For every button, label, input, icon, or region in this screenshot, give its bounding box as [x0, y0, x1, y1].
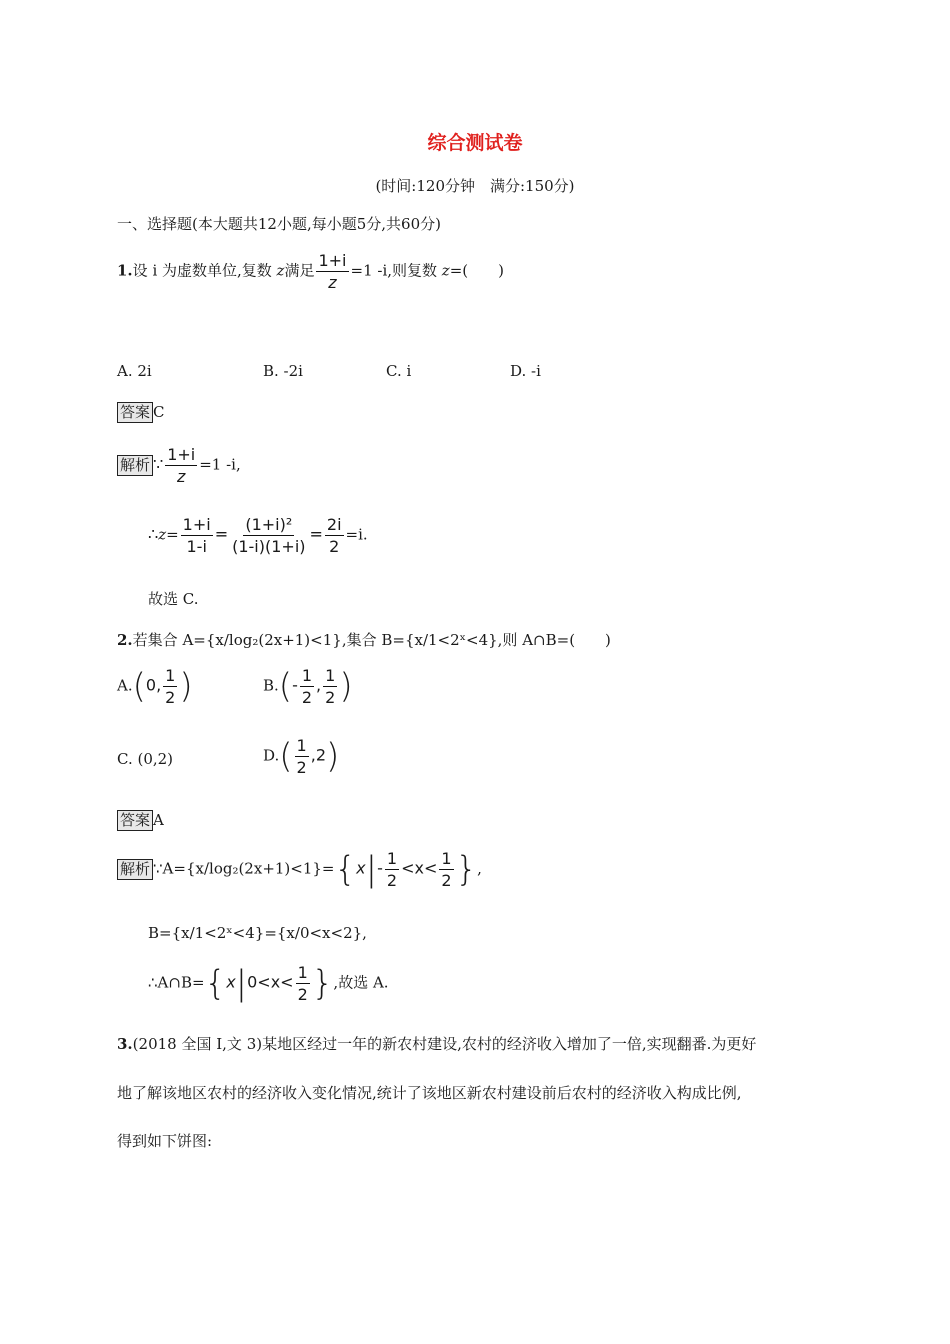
section-heading: 一、选择题(本大题共12小题,每小题5分,共60分)	[117, 215, 441, 233]
frac-numerator: (1+i)²	[245, 515, 293, 534]
set-variable: x	[356, 858, 366, 878]
option-fraction	[300, 665, 314, 708]
frac-denominator: z	[177, 467, 186, 486]
q2-option-a: A.(0, $\frac{1}{2}$ )	[117, 666, 193, 707]
question-number: 2.	[117, 631, 133, 649]
q1-sol-frac1	[181, 514, 213, 557]
analysis-tag: 解析	[117, 859, 153, 880]
minus-sign: -	[292, 675, 298, 695]
frac-numerator: 1	[386, 849, 398, 868]
q3-line3: 得到如下饼图:	[117, 1132, 213, 1150]
frac-numerator: 1	[301, 666, 313, 685]
option-label: B.	[263, 676, 279, 695]
question-1	[117, 250, 504, 293]
frac-denominator: 2	[386, 871, 398, 890]
set-inequality: 0<x<	[247, 972, 294, 992]
q2-answer-row	[117, 810, 164, 831]
q1-answer-row	[117, 402, 165, 423]
set-variable: x	[226, 972, 236, 992]
q2-analysis-row3: ∴A∩B={x|0<x< $\frac{1}{2}$ },故选 A.	[148, 963, 389, 1004]
q1-option-c: C. i	[386, 362, 412, 380]
q1-sol2-z: z=	[158, 525, 179, 544]
q1-z: z	[276, 261, 285, 280]
q1-stem-before: 设 i 为虚数单位,复数	[132, 261, 277, 280]
frac-denominator: 2	[329, 537, 340, 556]
frac-denominator: 2	[296, 758, 307, 777]
frac-numerator: 1	[441, 849, 452, 868]
q1-analysis-row2: ∴z= $\frac{1+i}{1-i}$ = $\frac{\text{(1+i)²}}{(1-i)(1+i)}$ = $\frac{2i}{2}$ =i.	[148, 515, 368, 556]
option-label: A.	[117, 676, 133, 695]
q1-option-a: A. 2i	[117, 362, 152, 380]
frac-denominator: 2	[165, 688, 176, 707]
frac-numerator: 2i	[326, 515, 342, 534]
q2-option-c: C. (0,2)	[117, 750, 174, 768]
q1-sol-frac3	[325, 514, 344, 557]
q1-stem-end: =( )	[449, 261, 504, 280]
frac-denominator: 2	[297, 985, 308, 1004]
q2-sol1-lead: ∵A={x/log₂(2x+1)<1}=	[153, 859, 335, 878]
interval-end: 2	[315, 745, 326, 765]
q1-option-d: D. -i	[510, 362, 541, 380]
q1-stem-mid: 满足	[284, 261, 315, 280]
set-inequality: <x<	[401, 858, 438, 878]
frac-denominator: z	[328, 273, 337, 292]
frac-numerator: 1+i	[167, 445, 196, 464]
frac-numerator: 1	[297, 963, 308, 982]
answer-tag: 答案	[117, 810, 153, 831]
q1-analysis-row1: 解析 ∵ $\frac{1+i}{z}$ =1 -i,	[117, 444, 241, 487]
option-fraction	[323, 665, 337, 708]
frac-denominator: 2	[301, 688, 313, 707]
q3-line1: (2018 全国 Ⅰ,文 3)某地区经过一年的新农村建设,农村的经济收入增加了一倍,实现翻番.为更好	[132, 1035, 757, 1053]
q1-sol-frac2	[230, 514, 307, 557]
q2-analysis-row2: B={x/1<2ˣ<4}={x/0<x<2},	[148, 924, 367, 942]
q2-analysis-row1: 解析 ∵A={x/log₂(2x+1)<1}={x|- $\frac{1}{2}$ <x< $\frac{1}{2}$ },	[117, 848, 482, 891]
question-3	[117, 1033, 756, 1054]
q1-answer: C	[153, 403, 165, 421]
q1-fraction	[316, 250, 348, 293]
set-fraction	[439, 848, 453, 891]
frac-numerator: 1	[325, 666, 336, 685]
interval-start: 0	[145, 675, 157, 695]
page-subtitle: (时间:120分钟 满分:150分)	[375, 177, 575, 195]
q2-sol3-end: ,故选 A.	[333, 973, 389, 992]
option-fraction	[163, 665, 177, 708]
frac-numerator: 1	[165, 666, 176, 685]
frac-numerator: 1+i	[182, 515, 211, 534]
frac-numerator: 1+i	[318, 251, 347, 270]
therefore-symbol: ∴	[148, 524, 159, 544]
option-label: D.	[263, 746, 280, 765]
frac-denominator: 1-i	[186, 537, 207, 556]
frac-numerator: 1	[296, 736, 307, 755]
analysis-tag: 解析	[117, 455, 153, 476]
q1-sol2-end: =i.	[345, 525, 368, 544]
question-number: 1.	[117, 261, 133, 280]
q1-sol1-after: =1 -i,	[199, 455, 241, 474]
question-2	[117, 629, 611, 650]
page-title: 综合测试卷	[427, 132, 523, 154]
q2-sol3-lead: ∴A∩B=	[148, 973, 205, 992]
answer-tag: 答案	[117, 402, 153, 423]
q2-option-b: B.(- $\frac{1}{2}$ , $\frac{1}{2}$ )	[263, 666, 353, 707]
frac-denominator: (1-i)(1+i)	[232, 537, 306, 556]
set-fraction	[296, 962, 310, 1005]
frac-denominator: 2	[325, 688, 336, 707]
frac-denominator: 2	[441, 871, 452, 890]
sol-comma: ,	[477, 859, 482, 878]
q2-stem: 若集合 A={x/log₂(2x+1)<1},集合 B={x/1<2ˣ<4},则 A∩B=( )	[132, 631, 611, 649]
q1-stem-after: =1 -i,则复数	[350, 261, 442, 280]
q2-option-d: D.( $\frac{1}{2}$ ,2)	[263, 736, 340, 777]
q1-analysis-row3: 故选 C.	[148, 590, 199, 608]
set-fraction	[385, 848, 399, 891]
option-fraction	[295, 735, 309, 778]
q1-z2: z	[441, 261, 450, 280]
q2-answer: A	[153, 811, 164, 829]
q3-line2: 地了解该地区农村的经济收入变化情况,统计了该地区新农村建设前后农村的经济收入构成比例,	[117, 1084, 742, 1102]
question-number: 3.	[117, 1035, 133, 1053]
q1-option-b: B. -2i	[263, 362, 303, 380]
q1-sol-fraction	[165, 444, 197, 487]
